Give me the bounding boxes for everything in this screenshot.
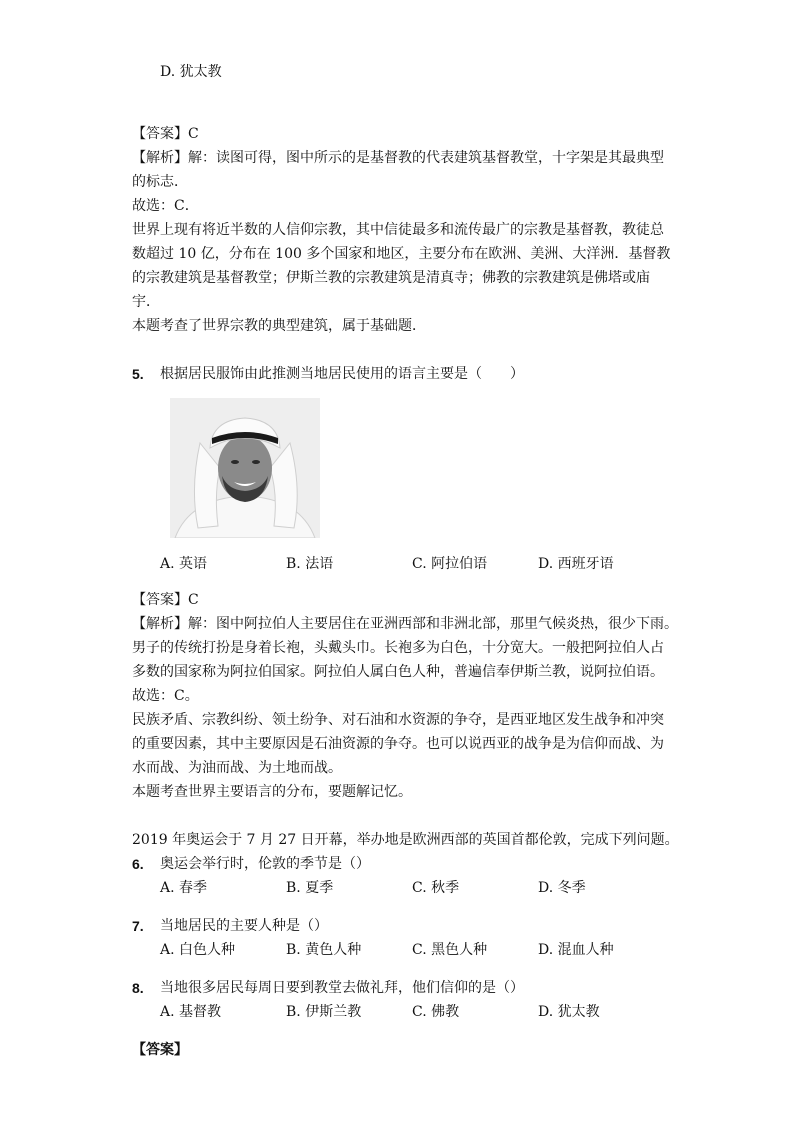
q5-stem: 根据居民服饰由此推测当地居民使用的语言主要是（ ） <box>160 366 524 382</box>
q5-analysis-line: 男子的传统打扮是身着长袍，头戴头巾。长袍多为白色，十分宽大。一般把阿拉伯人占 <box>132 640 664 656</box>
q7-number: 7. <box>132 918 144 934</box>
q5-option-b[interactable]: B. 法语 <box>286 556 334 572</box>
q5-analysis-line: 的重要因素，其中主要原因是石油资源的争夺。也可以说西亚的战争是为信仰而战、为 <box>132 736 664 752</box>
q8-stem: 当地很多居民每周日要到教堂去做礼拜，他们信仰的是（） <box>160 980 524 996</box>
q6-option-b[interactable]: B. 夏季 <box>286 880 334 896</box>
q5-option-a[interactable]: A. 英语 <box>160 556 208 572</box>
q5-answer: 【答案】C <box>132 592 199 608</box>
q7-stem: 当地居民的主要人种是（） <box>160 918 328 934</box>
q4-analysis-line: 的宗教建筑是基督教堂；伊斯兰教的宗教建筑是清真寺；佛教的宗教建筑是佛塔或庙 <box>132 270 650 286</box>
q8-number: 8. <box>132 980 144 996</box>
q8-option-c[interactable]: C. 佛教 <box>412 1004 460 1020</box>
q7-option-d[interactable]: D. 混血人种 <box>538 942 614 958</box>
q4-option-d: D. 犹太教 <box>160 64 222 80</box>
q5-analysis-line: 故选：C。 <box>132 688 199 704</box>
q5-analysis-line: 多数的国家称为阿拉伯国家。阿拉伯人属白色人种，普遍信奉伊斯兰教，说阿拉伯语。 <box>132 664 664 680</box>
q7-option-a[interactable]: A. 白色人种 <box>160 942 236 958</box>
q4-analysis-line: 的标志． <box>132 174 188 190</box>
group-intro: 2019 年奥运会于 7 月 27 日开幕，举办地是欧洲西部的英国首都伦敦，完成下列问题。 <box>132 832 679 848</box>
q8-option-a[interactable]: A. 基督教 <box>160 1004 222 1020</box>
q4-analysis-line: 本题考查了世界宗教的典型建筑，属于基础题． <box>132 318 426 334</box>
q8-option-d[interactable]: D. 犹太教 <box>538 1004 600 1020</box>
arab-man-photo <box>170 398 320 538</box>
q4-answer: 【答案】C <box>132 126 199 142</box>
q5-analysis-line: 本题考查世界主要语言的分布，要题解记忆。 <box>132 784 412 800</box>
q5-analysis-line: 水而战、为油而战、为土地而战。 <box>132 760 342 776</box>
q5-analysis-line: 【解析】解：图中阿拉伯人主要居住在亚洲西部和非洲北部，那里气候炎热，很少下雨。 <box>132 616 678 632</box>
q6-option-d[interactable]: D. 冬季 <box>538 880 586 896</box>
q5-number: 5. <box>132 366 144 382</box>
q8-option-b[interactable]: B. 伊斯兰教 <box>286 1004 362 1020</box>
q8-answer: 【答案】 <box>132 1042 188 1058</box>
q6-option-a[interactable]: A. 春季 <box>160 880 208 896</box>
q4-analysis-line: 故选：C． <box>132 198 199 214</box>
q7-option-b[interactable]: B. 黄色人种 <box>286 942 362 958</box>
q5-option-d[interactable]: D. 西班牙语 <box>538 556 614 572</box>
q4-analysis-line: 数超过 10 亿，分布在 100 多个国家和地区，主要分布在欧洲、美洲、大洋洲．基督教 <box>132 246 671 262</box>
q5-analysis-line: 民族矛盾、宗教纠纷、领土纷争、对石油和水资源的争夺，是西亚地区发生战争和冲突 <box>132 712 664 728</box>
q4-analysis-line: 世界上现有将近半数的人信仰宗教，其中信徒最多和流传最广的宗教是基督教，教徒总 <box>132 222 664 238</box>
q6-stem: 奥运会举行时，伦敦的季节是（） <box>160 856 370 872</box>
arab-man-illustration <box>170 398 320 538</box>
q6-option-c[interactable]: C. 秋季 <box>412 880 460 896</box>
q6-number: 6. <box>132 856 144 872</box>
q5-option-c[interactable]: C. 阿拉伯语 <box>412 556 488 572</box>
q4-analysis-line: 宇． <box>132 294 160 310</box>
q4-analysis-line: 【解析】解：读图可得，图中所示的是基督教的代表建筑基督教堂，十字架是其最典型 <box>132 150 664 166</box>
q7-option-c[interactable]: C. 黑色人种 <box>412 942 488 958</box>
